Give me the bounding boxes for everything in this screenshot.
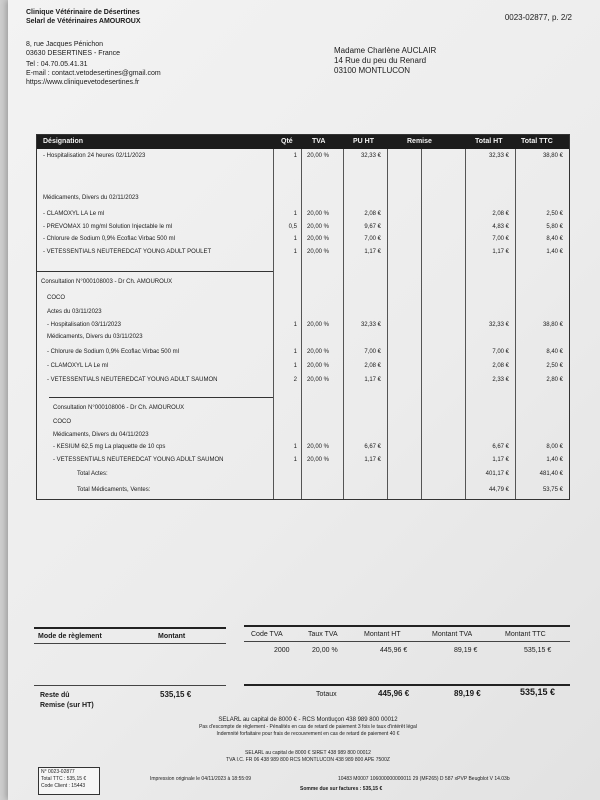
cell-designation: Médicaments, Divers du 02/11/2023 <box>43 195 139 201</box>
cell-total-ht: 7,00 € <box>492 236 509 242</box>
vat-rate: 20,00 % <box>312 647 338 654</box>
legal-penalties: Pas d'escompte de règlement - Pénalités en cas de retard de paiement 3 fois le taux d'intérêt légal <box>199 724 417 730</box>
cell-pu-ht: 2,08 € <box>364 363 381 369</box>
totals-label: Totaux <box>316 691 337 698</box>
cell-pu-ht: 1,17 € <box>364 457 381 463</box>
vat-col-ttc: Montant TTC <box>505 631 546 638</box>
table-row <box>37 320 569 330</box>
cell-qty: 1 <box>293 349 297 355</box>
vat-code: 2000 <box>274 647 290 654</box>
cell-designation: - Hospitalisation 24 heures 02/11/2023 <box>43 153 146 159</box>
cell-total-ttc: 481,40 € <box>539 471 563 477</box>
legal-siret: SELARL au capital de 8000 € SIRET 438 989 800 00012 <box>245 750 371 756</box>
cell-pu-ht: 32,33 € <box>360 153 381 159</box>
cell-total-ttc: 38,80 € <box>542 322 563 328</box>
vat-rule <box>244 641 570 642</box>
payment-rule <box>34 643 226 644</box>
cell-designation: COCO <box>47 295 65 301</box>
cell-pu-ht: 6,67 € <box>364 444 381 450</box>
cell-total-ht: 32,33 € <box>488 322 509 328</box>
table-row <box>37 347 569 357</box>
cell-total-ht: 6,67 € <box>492 444 509 450</box>
table-row <box>37 361 569 371</box>
table-row <box>37 485 569 495</box>
cell-designation: - CLAMOXYL LA Le ml <box>47 363 109 369</box>
cell-pu-ht: 2,08 € <box>364 211 381 217</box>
cell-total-ht: 7,00 € <box>492 349 509 355</box>
col-designation: Désignation <box>43 138 84 145</box>
cell-total-ttc: 53,75 € <box>542 487 563 493</box>
cell-tva: 20,00 % <box>307 249 330 255</box>
table-row <box>37 469 569 479</box>
legal-block <box>48 716 568 738</box>
col-remise: Remise <box>407 138 432 145</box>
table-row <box>37 247 569 257</box>
cell-total-ht: 44,79 € <box>488 487 509 493</box>
balance-label: Reste dû <box>40 692 70 699</box>
cell-total-ttc: 5,80 € <box>546 224 563 230</box>
sender-block <box>26 8 161 87</box>
cell-total-ttc: 8,40 € <box>546 349 563 355</box>
section-separator <box>49 397 273 398</box>
cell-pu-ht: 9,67 € <box>364 224 381 230</box>
cell-qty: 1 <box>293 153 297 159</box>
section-separator <box>37 271 273 272</box>
cell-total-ttc: 2,50 € <box>546 363 563 369</box>
totals-rule <box>244 684 570 686</box>
clinic-address1: 8, rue Jacques Pénichon <box>26 41 104 48</box>
cell-pu-ht: 1,17 € <box>364 249 381 255</box>
table-row <box>37 277 569 287</box>
legal-capital: SELARL au capital de 8000 € - RCS Montluçon 438 989 800 00012 <box>218 717 398 723</box>
table-row <box>37 222 569 232</box>
cell-designation: Total Actes: <box>77 471 108 477</box>
cell-total-ht: 1,17 € <box>492 457 509 463</box>
cell-qty: 0,5 <box>288 224 297 230</box>
cell-total-ht: 32,33 € <box>488 153 509 159</box>
cell-designation: - KESIUM 62,5 mg La plaquette de 10 cps <box>53 444 166 450</box>
table-row <box>37 442 569 452</box>
col-qty: Qté <box>281 138 293 145</box>
amount-due: Somme due sur factures : 535,15 € <box>300 786 383 792</box>
cell-designation: - VETESSENTIALS NEUTEREDCAT YOUNG ADULT SAUMON <box>53 457 224 463</box>
recipient-city: 03100 MONTLUCON <box>334 66 411 75</box>
cell-designation: Total Médicaments, Ventes: <box>77 487 151 493</box>
table-header <box>37 135 569 149</box>
vat-amount: 89,19 € <box>454 647 478 654</box>
vat-ht: 445,96 € <box>380 647 408 654</box>
table-row <box>37 234 569 244</box>
totals-ttc: 535,15 € <box>520 687 556 697</box>
cell-qty: 1 <box>293 249 297 255</box>
table-row <box>37 332 569 342</box>
print-date: Impression originale le 04/11/2023 à 18:55:09 <box>150 776 252 782</box>
table-row <box>37 209 569 219</box>
cell-pu-ht: 7,00 € <box>364 236 381 242</box>
clinic-name: Clinique Vétérinaire de Désertines <box>26 9 140 16</box>
vat-col-ht: Montant HT <box>364 631 401 638</box>
col-total-ht: Total HT <box>475 138 503 145</box>
cell-designation: Consultation N°000108006 - Dr Ch. AMOUROUX <box>53 405 185 411</box>
payment-amount-label: Montant <box>158 633 186 640</box>
cell-designation: Actes du 03/11/2023 <box>47 309 102 315</box>
invoice-tag <box>38 767 100 795</box>
cell-total-ttc: 2,80 € <box>546 377 563 383</box>
vat-rule <box>244 625 570 627</box>
table-row <box>37 403 569 413</box>
cell-tva: 20,00 % <box>307 236 330 242</box>
cell-designation: - PREVOMAX 10 mg/ml Solution Injectable le ml <box>43 224 173 230</box>
table-row <box>37 151 569 161</box>
recipient-street: 14 Rue du peu du Renard <box>334 56 427 65</box>
clinic-email: E-mail : contact.vetodesertines@gmail.com <box>26 70 161 77</box>
cell-pu-ht: 7,00 € <box>364 349 381 355</box>
clinic-phone: Tel : 04.70.05.41.31 <box>26 61 88 68</box>
cell-tva: 20,00 % <box>307 322 330 328</box>
invoice-table <box>36 134 570 500</box>
payment-mode-label: Mode de règlement <box>38 633 102 640</box>
table-row <box>37 455 569 465</box>
cell-designation: Médicaments, Divers du 04/11/2023 <box>53 432 149 438</box>
cell-qty: 1 <box>293 236 297 242</box>
table-row <box>37 193 569 203</box>
recipient-block <box>334 46 436 76</box>
col-pu-ht: PU HT <box>353 138 374 145</box>
tag-number: N° 0023-02877 <box>41 769 75 775</box>
vat-col-rate: Taux TVA <box>308 631 338 638</box>
cell-qty: 1 <box>293 322 297 328</box>
cell-qty: 1 <box>293 363 297 369</box>
cell-designation: - Hospitalisation 03/11/2023 <box>47 322 121 328</box>
cell-total-ht: 4,83 € <box>492 224 509 230</box>
clinic-address2: 03630 DESERTINES - France <box>26 50 121 57</box>
cell-tva: 20,00 % <box>307 377 330 383</box>
cell-designation: COCO <box>53 419 71 425</box>
cell-designation: - VETESSENTIALS NEUTEREDCAT YOUNG ADULT POULET <box>43 249 212 255</box>
cell-total-ht: 2,08 € <box>492 211 509 217</box>
cell-tva: 20,00 % <box>307 211 330 217</box>
totals-ht: 445,96 € <box>378 689 410 698</box>
table-row <box>37 417 569 427</box>
recipient-name: Madame Charlène AUCLAIR <box>334 46 437 55</box>
remise-label: Remise (sur HT) <box>40 702 94 709</box>
legal-vat-rcs: TVA I.C. FR 06 438 989 800 RCS MONTLUCON 438 989 800 APE 7500Z <box>226 757 390 763</box>
clinic-website: https://www.cliniquevetodesertines.fr <box>26 79 140 86</box>
cell-total-ht: 1,17 € <box>492 249 509 255</box>
col-tva: TVA <box>312 138 326 145</box>
cell-total-ttc: 8,40 € <box>546 236 563 242</box>
cell-designation: - VETESSENTIALS NEUTEREDCAT YOUNG ADULT SAUMON <box>47 377 218 383</box>
table-row <box>37 430 569 440</box>
col-total-ttc: Total TTC <box>521 138 553 145</box>
cell-qty: 1 <box>293 444 297 450</box>
tag-client: Code Client : 15443 <box>41 783 86 789</box>
cell-qty: 2 <box>293 377 297 383</box>
cell-designation: Consultation N°000108003 - Dr Ch. AMOUROUX <box>41 279 173 285</box>
cell-pu-ht: 1,17 € <box>364 377 381 383</box>
vat-col-tva: Montant TVA <box>432 631 473 638</box>
vat-col-code: Code TVA <box>251 631 283 638</box>
cell-tva: 20,00 % <box>307 363 330 369</box>
invoice-reference: 0023-02877, p. 2/2 <box>504 13 572 22</box>
software-code: 10483 M0007 106000000000011 29 (MF265) D 587 xPVP Beugblot V 14.03b <box>338 776 510 782</box>
cell-total-ttc: 1,40 € <box>546 249 563 255</box>
cell-designation: Médicaments, Divers du 03/11/2023 <box>47 334 143 340</box>
cell-qty: 1 <box>293 211 297 217</box>
cell-designation: - CLAMOXYL LA Le ml <box>43 211 105 217</box>
cell-designation: - Chlorure de Sodium 0,9% Ecoflac Virbac 500 ml <box>47 349 179 355</box>
cell-total-ht: 401,17 € <box>485 471 509 477</box>
cell-qty: 1 <box>293 457 297 463</box>
table-row <box>37 375 569 385</box>
cell-tva: 20,00 % <box>307 349 330 355</box>
cell-total-ttc: 8,00 € <box>546 444 563 450</box>
clinic-company: Selarl de Vétérinaires AMOUROUX <box>26 18 141 25</box>
cell-total-ttc: 2,50 € <box>546 211 563 217</box>
cell-total-ttc: 1,40 € <box>546 457 563 463</box>
cell-total-ht: 2,33 € <box>492 377 509 383</box>
vat-ttc: 535,15 € <box>524 647 552 654</box>
cell-tva: 20,00 % <box>307 224 330 230</box>
totals-tva: 89,19 € <box>454 689 481 698</box>
payment-rule <box>34 627 226 629</box>
cell-total-ht: 2,08 € <box>492 363 509 369</box>
table-row <box>37 293 569 303</box>
cell-tva: 20,00 % <box>307 444 330 450</box>
table-row <box>37 307 569 317</box>
legal-indemnity: Indemnité forfaitaire pour frais de recouvrement en cas de retard de paiement 40 € <box>216 731 400 737</box>
tag-total: Total TTC : 535,15 € <box>41 776 87 782</box>
cell-tva: 20,00 % <box>307 457 330 463</box>
invoice-page <box>8 0 600 800</box>
cell-designation: - Chlorure de Sodium 0,9% Ecoflac Virbac 500 ml <box>43 236 175 242</box>
cell-tva: 20,00 % <box>307 153 330 159</box>
cell-total-ttc: 38,80 € <box>542 153 563 159</box>
balance-rule <box>34 685 226 686</box>
balance-value: 535,15 € <box>160 690 192 699</box>
cell-pu-ht: 32,33 € <box>360 322 381 328</box>
legal-ids <box>48 750 568 764</box>
